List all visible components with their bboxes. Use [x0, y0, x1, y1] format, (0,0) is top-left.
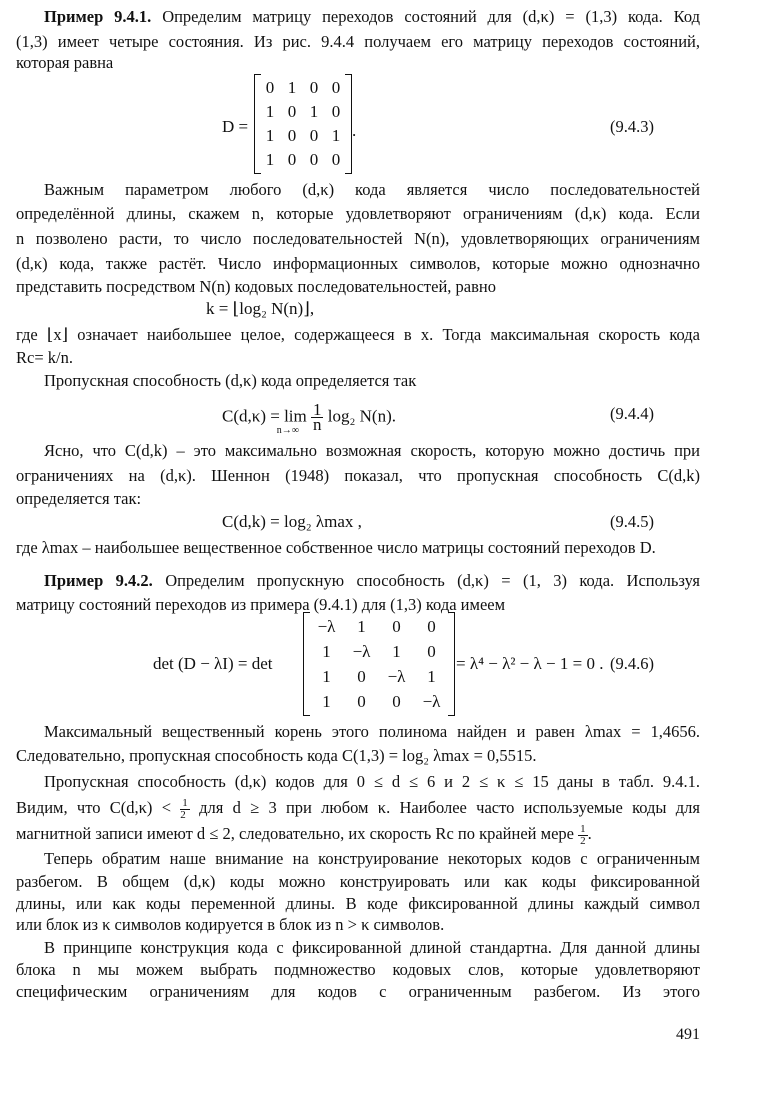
para7-line-3: магнитной записи имеют d ≤ 2, следовательно, их скорость Rc по крайней мере $\frac{1}{2}$ .	[16, 822, 592, 847]
example-9-4-2-line-2: матрицу состояний переходов из примера (9.4.1) для (1,3) кода имеем	[16, 595, 506, 614]
para8-line-3: длины, или как коды переменной длины. В коде фиксированной длины каждый символ	[16, 894, 700, 913]
para4-line-2: ограничениях на (d,κ). Шеннон (1948) показал, что пропускная способность C(d,k)	[16, 466, 700, 485]
para1-line-5: представить посредством N(n) кодовых последовательностей, равно	[16, 277, 496, 296]
para6-line-1: Максимальный вещественный корень этого полинома найден и равен λmax = 1,4656.	[44, 722, 700, 741]
example-label: Пример 9.4.1.	[44, 7, 152, 26]
para1-line-3: n позволено расти, то число последовательностей N(n), удовлетворяющих ограничениям	[16, 229, 700, 248]
example-9-4-1-line-1: Пример 9.4.1. Определим матрицу переходов состояний для (d,κ) = (1,3) кода. Код	[44, 7, 701, 26]
eq-9-4-6-rhs: = λ⁴ − λ² − λ − 1 = 0 .	[456, 654, 604, 673]
eq-number-9-4-4: (9.4.4)	[610, 404, 654, 423]
transition-matrix-D: 0 1 0 0 1 0 1 0 1 0 0 1 1 0 0 0	[254, 74, 352, 174]
para2-line-2: Rc= k/n.	[16, 348, 73, 367]
para4-line-3: определяется так:	[16, 489, 142, 508]
example-9-4-1-line-2: (1,3) имеет четыре состояния. Из рис. 9.4.4 получаем его матрицу переходов состояний,	[16, 32, 700, 51]
para1-line-1: Важным параметром любого (d,κ) кода является число последовательностей	[44, 180, 700, 199]
char-matrix: −λ 1 0 0 1 −λ 1 0 1 0 −λ 1 1 0 0 −λ	[303, 612, 455, 716]
eq-k-floor: k = ⌊log₂ N(n)⌋,	[206, 299, 315, 318]
para2-line-1: где ⌊x⌋ означает наибольшее целое, содержащееся в x. Тогда максимальная скорость кода	[16, 325, 700, 344]
eq-9-4-5: C(d,k) = log₂ λmax ,	[222, 512, 362, 531]
para9-line-3: специфическим ограничениям для кодов с ограниченным разбегом. Из этого	[16, 982, 700, 1001]
para7-line-2: Видим, что C(d,κ) < $\frac{1}{2}$ для d ≥ 3 при любом κ. Наиболее часто используемые коды для	[16, 796, 700, 821]
para8-line-4: или блок из κ символов кодируется в блок из n > κ символов.	[16, 915, 445, 934]
para9-line-1: В принципе конструкция кода с фиксированной длиной стандартна. Для данной длины	[44, 938, 700, 957]
eq-number-9-4-5: (9.4.5)	[610, 512, 654, 531]
para4-line-1: Ясно, что C(d,k) – это максимально возможная скорость, которую можно достичь при	[44, 441, 700, 460]
para1-line-4: (d,κ) кода, также растёт. Число информационных символов, которые можно однозначно	[16, 254, 700, 273]
eq-9-4-6-lhs: det (D − λI) = det	[153, 654, 273, 673]
eq-number-9-4-6: (9.4.6)	[610, 654, 654, 673]
para7-line-1: Пропускная способность (d,κ) кодов для 0 ≤ d ≤ 6 и 2 ≤ κ ≤ 15 даны в табл. 9.4.1.	[44, 772, 700, 791]
eq-9-4-4: C(d,κ) = lim n→∞ $\frac{1}{n}$ log₂ N(n).	[222, 400, 396, 437]
para9-line-2: блока n мы можем выбрать подмножество кодовых слов, которые удовлетворяют	[16, 960, 700, 979]
para6-line-2: Следовательно, пропускная способность кода C(1,3) = log₂ λmax = 0,5515.	[16, 746, 537, 765]
page-number: 491	[676, 1026, 700, 1043]
eq-9-4-3-tail: .	[352, 121, 357, 140]
para3-line-1: Пропускная способность (d,κ) кода определяется так	[44, 371, 417, 390]
example-9-4-2-line-1: Пример 9.4.2. Определим пропускную способность (d,κ) = (1, 3) кода. Используя	[44, 571, 701, 590]
eq-9-4-3-lhs: D =	[222, 117, 249, 136]
example-label: Пример 9.4.2.	[44, 571, 153, 590]
eq-number-9-4-3: (9.4.3)	[610, 117, 654, 136]
para5-line-1: где λmax – наибольшее вещественное собственное число матрицы состояний переходов D.	[16, 538, 656, 557]
example-9-4-1-line-3: которая равна	[16, 53, 114, 72]
para1-line-2: определённой длины, скажем n, которые удовлетворяют ограничениям (d,κ) кода. Если	[16, 204, 700, 223]
para8-line-1: Теперь обратим наше внимание на конструирование некоторых кодов с ограниченным	[44, 849, 700, 868]
para8-line-2: разбегом. В общем (d,κ) коды можно конструировать или как коды фиксированной	[16, 872, 700, 891]
